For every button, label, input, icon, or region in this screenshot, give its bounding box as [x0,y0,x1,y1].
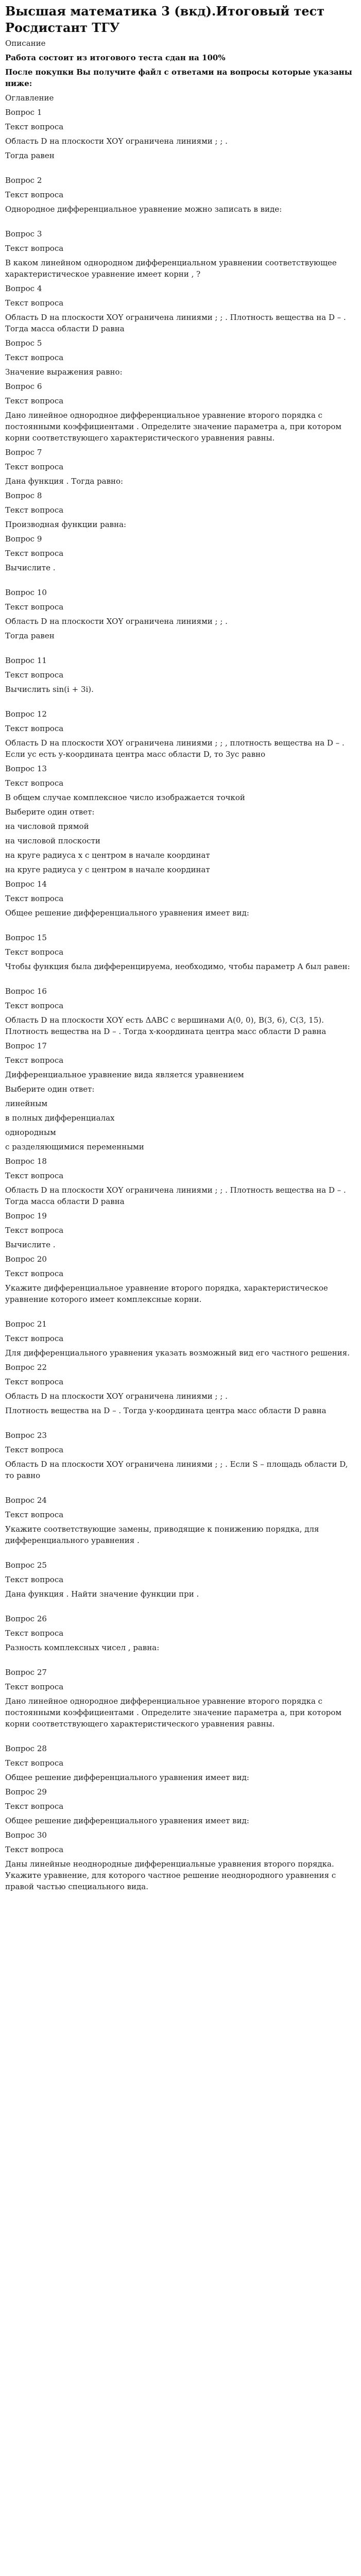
question-number: Вопрос 6 [5,382,42,391]
question-number: Вопрос 16 [5,987,47,996]
question-list [5,105,356,1894]
question-number: Вопрос 25 [5,1561,47,1570]
question-block [5,173,356,227]
answer-prompt: Выберите один ответ: [5,1084,95,1094]
question-block [5,1828,356,1894]
question-text: Разность комплексных чисел , равна: [5,1643,160,1652]
question-text: Чтобы функция была дифференцируема, необходимо, чтобы параметр А был равен: [5,962,350,971]
spacer [5,974,356,984]
question-block [5,1612,356,1665]
spacer [5,1307,356,1317]
question-text: Дано линейное однородное дифференциальное уравнение второго порядка с постоянными коэффициентами . Определите значение параметра а, при котором корни соответствующего характеристического уравнения равны. [5,411,342,443]
question-text: Область D на плоскости XOY есть ΔABC с вершинами A(0, 0), B(3, 6), C(3, 15). Плотность вещества на D – . Тогда x-координата центра масс области D равна [5,1015,326,1036]
question-number: Вопрос 4 [5,284,42,293]
question-text: В общем случае комплексное число изображается точкой [5,793,245,802]
question-text: Производная функции равна: [5,520,127,529]
question-text-label: Текст вопроса [5,505,64,515]
question-number: Вопрос 2 [5,176,42,185]
question-number: Вопрос 21 [5,1319,47,1329]
question-text: в полных дифференциалах [5,1113,115,1123]
question-text: на круге радиуса x с центром в начале координат [5,851,210,860]
question-text: Плотность вещества на D – . Тогда y-координата центра масс области D равна [5,1406,326,1415]
question-text: на круге радиуса y с центром в начале координат [5,865,210,874]
question-text-label: Текст вопроса [5,298,64,308]
spacer [5,1548,356,1558]
question-number: Вопрос 13 [5,764,47,773]
question-number: Вопрос 5 [5,338,42,348]
question-number: Вопрос 24 [5,1496,47,1505]
answer-prompt: Выберите один ответ: [5,807,95,817]
question-block [5,1785,356,1828]
spacer [5,575,356,585]
question-number: Вопрос 7 [5,448,42,457]
question-number: Вопрос 3 [5,229,42,239]
question-number: Вопрос 15 [5,933,47,942]
question-text: Общее решение дифференциального уравнения имеет вид: [5,908,249,918]
question-block [5,1154,356,1209]
question-text-label: Текст вопроса [5,894,64,903]
question-block [5,1558,356,1612]
question-number: Вопрос 11 [5,656,47,665]
question-text-label: Текст вопроса [5,1445,64,1454]
toc-label: Оглавление [5,93,54,103]
question-block [5,984,356,1039]
question-text: Область D на плоскости XOY ограничена линиями ; ; . [5,617,228,626]
spacer [5,1418,356,1428]
question-block [5,1665,356,1741]
spacer [5,643,356,653]
question-text-label: Текст вопроса [5,947,64,957]
question-block [5,930,356,984]
question-text: Вычислить sin(i + 3i). [5,685,94,694]
question-text: на числовой плоскости [5,836,100,845]
question-text: Тогда равен [5,631,55,640]
spacer [5,697,356,707]
question-text-label: Текст вопроса [5,1334,64,1343]
after-purchase-note: После покупки Вы получите файл с ответами на вопросы которые указаны ниже: [5,67,352,88]
question-text-label: Текст вопроса [5,1510,64,1519]
question-text: Область D на плоскости XOY ограничена линиями ; ; . Плотность вещества на D – . Тогда масса области D равна [5,313,346,333]
question-number: Вопрос 12 [5,709,47,719]
question-text-label: Текст вопроса [5,353,64,362]
question-text-label: Текст вопроса [5,1845,64,1854]
spacer [5,1655,356,1665]
question-text-label: Текст вопроса [5,396,64,405]
question-text: однородным [5,1128,56,1137]
question-number: Вопрос 22 [5,1363,47,1372]
question-block [5,336,356,379]
question-text-label: Текст вопроса [5,1629,64,1638]
question-text: Дифференциальное уравнение вида является уравнением [5,1070,244,1079]
question-block [5,1252,356,1317]
question-number: Вопрос 10 [5,588,47,597]
question-block [5,761,356,877]
question-text: Область D на плоскости XOY ограничена линиями ; ; . Плотность вещества на D – . Тогда масса области D равна [5,1185,346,1206]
question-text-label: Текст вопроса [5,1269,64,1278]
question-text-label: Текст вопроса [5,1758,64,1768]
question-block [5,707,356,761]
question-text-label: Текст вопроса [5,1377,64,1386]
question-text-label: Текст вопроса [5,190,64,199]
question-number: Вопрос 26 [5,1614,47,1623]
question-block [5,281,356,336]
question-text-label: Текст вопроса [5,778,64,788]
question-number: Вопрос 30 [5,1831,47,1840]
question-text: Для дифференциального уравнения указать возможный вид его частного решения. [5,1348,350,1358]
page-title: Высшая математика 3 (вкд).Итоговый тест Росдистант ТГУ [5,4,325,35]
question-text-label: Текст вопроса [5,724,64,733]
question-text-label: Текст вопроса [5,462,64,471]
question-text: В каком линейном однородном дифференциальном уравнении соответствующее характеристическое уравнение имеет корни , ? [5,258,337,279]
question-text: Укажите дифференциальное уравнение второго порядка, характеристическое уравнение которого имеет комплексные корни. [5,1283,328,1304]
question-text: Вычислите . [5,563,56,572]
question-number: Вопрос 29 [5,1787,47,1797]
guarantee-note: Работа состоит из итогового теста сдан на 100% [5,53,226,62]
question-text-label: Текст вопроса [5,122,64,131]
question-block [5,653,356,707]
question-block [5,445,356,488]
question-block [5,379,356,445]
question-text-label: Текст вопроса [5,244,64,253]
question-text-label: Текст вопроса [5,1802,64,1811]
question-text: на числовой прямой [5,822,89,831]
question-text: Область D на плоскости XOY ограничена линиями ; ; . [5,137,228,146]
question-number: Вопрос 27 [5,1668,47,1677]
question-block [5,1741,356,1785]
question-number: Вопрос 28 [5,1744,47,1753]
question-text: Дано линейное однородное дифференциальное уравнение второго порядка с постоянными коэффициентами . Определите значение параметра а, при котором корни соответствующего характеристического уравнения равны. [5,1697,342,1728]
question-text-label: Текст вопроса [5,549,64,558]
question-text-label: Текст вопроса [5,1171,64,1180]
question-text-label: Текст вопроса [5,670,64,680]
question-number: Вопрос 23 [5,1431,47,1440]
question-block [5,1317,356,1360]
question-text-label: Текст вопроса [5,602,64,612]
question-block [5,585,356,653]
spacer [5,1483,356,1493]
question-text: Дана функция . Найти значение функции при . [5,1589,199,1599]
question-block [5,488,356,532]
question-text: Область D на плоскости XOY ограничена линиями ; ; . [5,1392,228,1401]
question-text-label: Текст вопроса [5,1056,64,1065]
spacer [5,1731,356,1741]
question-number: Вопрос 20 [5,1255,47,1264]
spacer [5,163,356,173]
question-text: Область D на плоскости XOY ограничена линиями ; ; , плотность вещества на D – . Если yс есть y-координата центра масс области D, то 3yс равно [5,738,345,759]
question-text-label: Текст вопроса [5,1682,64,1691]
question-text-label: Текст вопроса [5,1575,64,1584]
question-text: Общее решение дифференциального уравнения имеет вид: [5,1816,249,1825]
question-number: Вопрос 17 [5,1041,47,1050]
question-number: Вопрос 18 [5,1157,47,1166]
question-text: Укажите соответствующие замены, приводящие к понижению порядка, для дифференциального уравнения . [5,1524,319,1545]
question-text: Общее решение дифференциального уравнения имеет вид: [5,1773,249,1782]
question-block [5,1360,356,1428]
question-text: Область D на плоскости XOY ограничена линиями ; ; . Если S – площадь области D, то равно [5,1460,348,1480]
question-block [5,877,356,930]
question-block [5,105,356,173]
question-block [5,1428,356,1493]
question-block [5,1209,356,1252]
question-text: Однородное дифференциальное уравнение можно записать в виде: [5,205,282,214]
question-text-label: Текст вопроса [5,1001,64,1010]
question-number: Вопрос 14 [5,879,47,889]
spacer [5,216,356,227]
question-text: Дана функция . Тогда равно: [5,477,124,486]
question-text: с разделяющимися переменными [5,1142,144,1151]
question-text: Вычислите . [5,1240,56,1249]
question-number: Вопрос 8 [5,491,42,500]
question-text-label: Текст вопроса [5,1226,64,1235]
question-text: Даны линейные неоднородные дифференциальные уравнения второго порядка. Укажите уравнение, для которого частное решение неоднородного уравнения с правой частью специального вида. [5,1859,336,1891]
spacer [5,920,356,930]
description-label: Описание [5,39,46,48]
question-text: Значение выражения равно: [5,367,123,377]
question-block [5,1039,356,1154]
question-block [5,227,356,281]
question-text: линейным [5,1099,48,1108]
spacer [5,1601,356,1612]
question-block [5,532,356,585]
question-number: Вопрос 1 [5,108,42,117]
question-number: Вопрос 19 [5,1211,47,1221]
question-text: Тогда равен [5,151,55,160]
question-number: Вопрос 9 [5,534,42,544]
question-block [5,1493,356,1558]
